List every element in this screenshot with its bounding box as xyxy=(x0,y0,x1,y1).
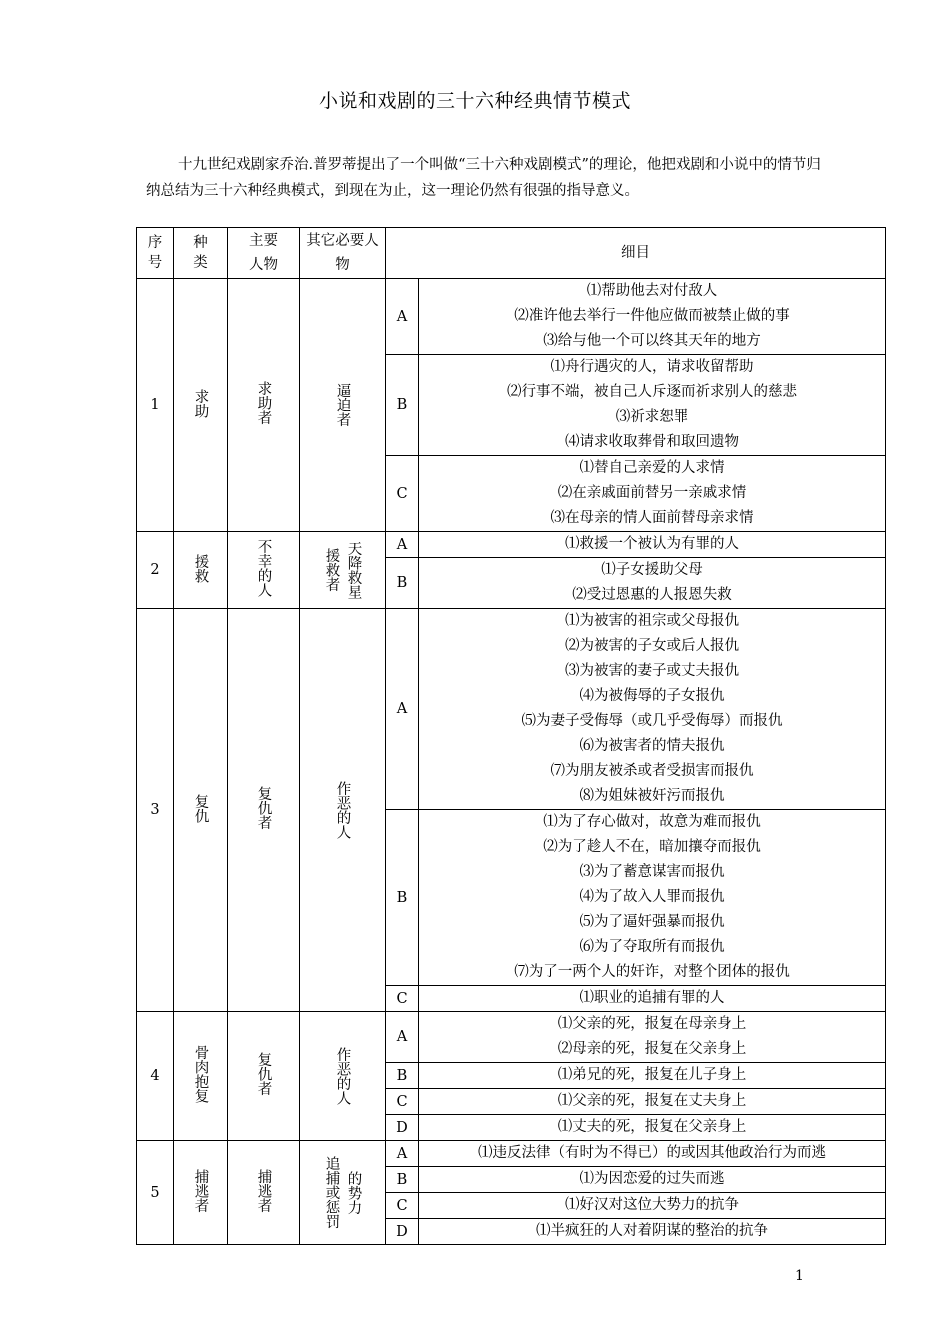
detail-item: ⑴违反法律（有时为不得已）的或因其他政治行为而逃 xyxy=(478,1145,826,1161)
page-number: 1 xyxy=(795,1268,804,1284)
sub-items xyxy=(419,355,886,456)
table-row xyxy=(137,609,886,810)
detail-item: ⑵准许他去举行一件他应做而被禁止做的事 xyxy=(514,308,790,324)
sub-items xyxy=(419,1167,886,1193)
row-other-char-group xyxy=(300,1156,385,1229)
detail-item: ⑴好汉对这位大势力的抗争 xyxy=(565,1197,739,1213)
plot-patterns-table xyxy=(136,227,886,1245)
row-seq: 1 xyxy=(137,279,174,532)
sub-letter: C xyxy=(386,456,419,532)
detail-item: ⑶在母亲的情人面前替母亲求情 xyxy=(550,510,754,526)
sub-items xyxy=(419,1115,886,1141)
detail-item: ⑷为被侮辱的子女报仇 xyxy=(579,688,725,704)
detail-item: ⑹为被害者的情夫报仇 xyxy=(579,738,725,754)
sub-letter: A xyxy=(386,1141,419,1167)
sub-items xyxy=(419,609,886,810)
row-seq: 5 xyxy=(137,1141,174,1245)
row-seq: 4 xyxy=(137,1012,174,1141)
sub-items xyxy=(419,986,886,1012)
detail-item: ⑻为姐妹被奸污而报仇 xyxy=(579,788,725,804)
detail-item: ⑵为被害的子女或后人报仇 xyxy=(565,638,739,654)
row-other-char-group xyxy=(300,383,385,427)
sub-items xyxy=(419,1141,886,1167)
detail-item: ⑺为了一两个人的奸诈，对整个团体的报仇 xyxy=(514,964,790,980)
table-row xyxy=(137,1141,886,1167)
sub-items xyxy=(419,456,886,532)
sub-letter: B xyxy=(386,355,419,456)
detail-item: ⑵母亲的死，报复在父亲身上 xyxy=(557,1041,747,1057)
sub-letter: B xyxy=(386,810,419,986)
sub-items xyxy=(419,1089,886,1115)
detail-item: ⑵行事不端，被自己人斥逐而祈求别人的慈悲 xyxy=(507,384,797,400)
row-main-char-text: 不幸的人 xyxy=(255,539,272,597)
sub-letter: C xyxy=(386,1089,419,1115)
row-main-char-text: 复仇者 xyxy=(255,786,272,830)
row-main-char xyxy=(228,532,300,609)
row-kind xyxy=(174,609,228,1012)
row-kind-text: 捕逃者 xyxy=(192,1168,209,1213)
detail-item: ⑴替自己亲爱的人求情 xyxy=(579,460,725,476)
row-kind-text: 求助 xyxy=(192,388,209,418)
row-seq: 3 xyxy=(137,609,174,1012)
detail-item: ⑶为被害的妻子或丈夫报仇 xyxy=(565,663,739,679)
document-title: 小说和戏剧的三十六种经典情节模式 xyxy=(318,90,631,112)
table-header-row xyxy=(137,228,886,279)
row-main-char xyxy=(228,609,300,1012)
row-other-char xyxy=(300,609,386,1012)
sub-letter: A xyxy=(386,532,419,558)
sub-letter: B xyxy=(386,1063,419,1089)
detail-item: ⑵受过恩惠的人报恩失救 xyxy=(572,587,732,603)
sub-items xyxy=(419,279,886,355)
sub-letter: D xyxy=(386,1219,419,1245)
row-other-char-text: 的势力 xyxy=(345,1170,362,1215)
row-other-char-group xyxy=(300,541,385,599)
sub-letter: B xyxy=(386,1167,419,1193)
detail-item: ⑴弟兄的死，报复在儿子身上 xyxy=(557,1067,747,1083)
row-other-char xyxy=(300,1141,386,1245)
sub-items xyxy=(419,810,886,986)
header-seq: 序号 xyxy=(137,228,174,279)
row-other-char-text: 作恶的人 xyxy=(334,1047,351,1105)
detail-item: ⑷为了故入人罪而报仇 xyxy=(579,889,725,905)
table-row xyxy=(137,1012,886,1063)
row-main-char-text: 复仇者 xyxy=(255,1052,272,1096)
row-other-char-text: 天降救星 xyxy=(345,541,362,599)
detail-item: ⑵为了趁人不在，暗加攘夺而报仇 xyxy=(543,839,761,855)
sub-items xyxy=(419,1012,886,1063)
sub-letter: C xyxy=(386,1193,419,1219)
detail-item: ⑴丈夫的死，报复在父亲身上 xyxy=(557,1119,747,1135)
row-main-char xyxy=(228,279,300,532)
sub-letter: A xyxy=(386,279,419,355)
detail-item: ⑴舟行遇灾的人，请求收留帮助 xyxy=(550,359,754,375)
header-other-char: 其它必要人物 xyxy=(300,228,386,279)
row-other-char-text: 作恶的人 xyxy=(334,781,351,839)
row-kind xyxy=(174,1141,228,1245)
row-kind xyxy=(174,532,228,609)
detail-item: ⑶为了蓄意谋害而报仇 xyxy=(579,864,725,880)
row-kind-text: 骨肉抱复 xyxy=(192,1045,209,1103)
detail-item: ⑹为了夺取所有而报仇 xyxy=(579,939,725,955)
row-other-char xyxy=(300,1012,386,1141)
detail-item: ⑴半疯狂的人对着阴谋的整治的抗争 xyxy=(536,1223,768,1239)
row-other-char-group xyxy=(300,781,385,839)
sub-items xyxy=(419,532,886,558)
row-kind xyxy=(174,279,228,532)
row-other-char-group xyxy=(300,1047,385,1105)
table-row xyxy=(137,279,886,355)
detail-item: ⑶给与他一个可以终其天年的地方 xyxy=(543,333,761,349)
sub-items xyxy=(419,1063,886,1089)
detail-item: ⑸为了逼奸强暴而报仇 xyxy=(579,914,725,930)
row-other-char-text: 追捕或惩罚 xyxy=(323,1156,340,1229)
detail-item: ⑴救援一个被认为有罪的人 xyxy=(565,536,739,552)
detail-item: ⑵在亲戚面前替另一亲戚求情 xyxy=(557,485,747,501)
header-main-char: 主要人物 xyxy=(228,228,300,279)
sub-letter: A xyxy=(386,609,419,810)
row-other-char xyxy=(300,532,386,609)
table-row xyxy=(137,532,886,558)
row-main-char xyxy=(228,1012,300,1141)
row-kind xyxy=(174,1012,228,1141)
detail-item: ⑷请求收取葬骨和取回遗物 xyxy=(565,434,739,450)
detail-item: ⑴为了存心做对，故意为难而报仇 xyxy=(543,814,761,830)
detail-item: ⑸为妻子受侮辱（或几乎受侮辱）而报仇 xyxy=(521,713,783,729)
row-kind-text: 复仇 xyxy=(192,793,209,823)
row-other-char-text: 逼迫者 xyxy=(334,383,351,427)
intro-paragraph: 十九世纪戏剧家乔治.普罗蒂提出了一个叫做“三十六种戏剧模式”的理论，他把戏剧和小说中的情节归纳总结为三十六种经典模式，到现在为止，这一理论仍然有很强的指导意义。 xyxy=(146,157,821,199)
sub-items xyxy=(419,558,886,609)
detail-item: ⑴父亲的死，报复在丈夫身上 xyxy=(557,1093,747,1109)
detail-item: ⑴职业的追捕有罪的人 xyxy=(579,990,725,1006)
row-kind-text: 援救 xyxy=(192,553,209,583)
sub-letter: C xyxy=(386,986,419,1012)
row-main-char-text: 求助者 xyxy=(255,381,272,425)
row-seq: 2 xyxy=(137,532,174,609)
sub-items xyxy=(419,1193,886,1219)
sub-letter: A xyxy=(386,1012,419,1063)
detail-item: ⑴为因恋爱的过失而逃 xyxy=(579,1171,725,1187)
sub-letter: B xyxy=(386,558,419,609)
row-main-char-text: 捕逃者 xyxy=(255,1168,272,1213)
detail-item: ⑴父亲的死，报复在母亲身上 xyxy=(557,1016,747,1032)
row-other-char-text: 援救者 xyxy=(323,548,340,592)
sub-items xyxy=(419,1219,886,1245)
header-detail: 细目 xyxy=(386,228,886,279)
row-other-char xyxy=(300,279,386,532)
sub-letter: D xyxy=(386,1115,419,1141)
detail-item: ⑴子女援助父母 xyxy=(601,562,703,578)
detail-item: ⑶祈求恕罪 xyxy=(615,409,689,425)
detail-item: ⑴帮助他去对付敌人 xyxy=(586,283,718,299)
header-kind: 种类 xyxy=(174,228,228,279)
detail-item: ⑴为被害的祖宗或父母报仇 xyxy=(565,613,739,629)
row-main-char xyxy=(228,1141,300,1245)
detail-item: ⑺为朋友被杀或者受损害而报仇 xyxy=(550,763,754,779)
